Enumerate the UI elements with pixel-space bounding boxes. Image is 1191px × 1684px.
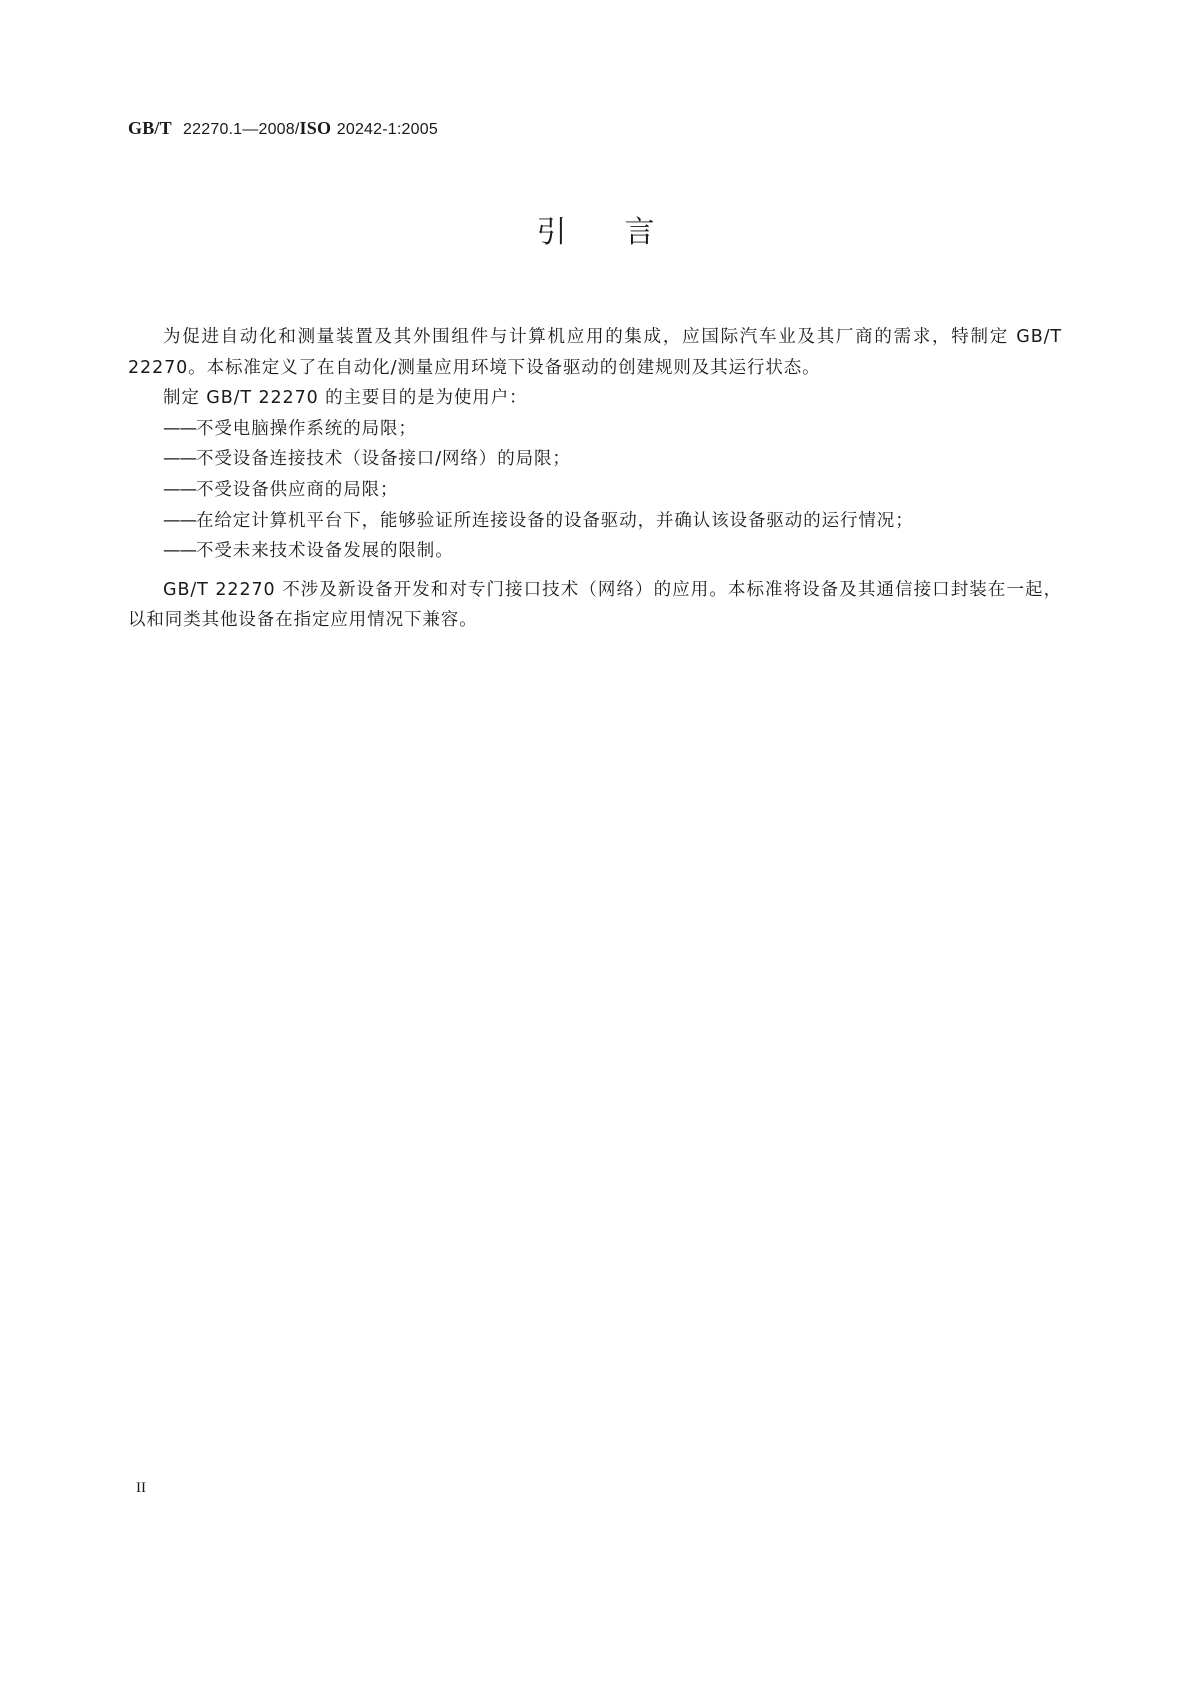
standard-code-prefix: GB/T xyxy=(128,118,172,138)
iso-code-number: 20242-1:2005 xyxy=(336,121,438,138)
page-number: II xyxy=(136,1480,146,1496)
scope-paragraph: GB/T 22270 不涉及新设备开发和对专门接口技术（网络）的应用。本标准将设备及其通信接口封装在一起，以和同类其他设备在指定应用情况下兼容。 xyxy=(128,579,1062,631)
list-item xyxy=(128,506,1062,537)
page-title: 引言 xyxy=(536,215,713,250)
list-item xyxy=(128,414,1062,445)
iso-code-prefix: ISO xyxy=(299,118,332,138)
list-item-text: 不受设备连接技术（设备接口/网络）的局限； xyxy=(196,449,571,470)
list-dash: —— xyxy=(163,418,196,439)
list-dash: —— xyxy=(163,449,196,470)
list-item xyxy=(128,475,1062,506)
standard-code-header xyxy=(128,118,438,139)
purpose-paragraph: 制定 GB/T 22270 的主要目的是为使用户： xyxy=(163,388,528,409)
list-dash: —— xyxy=(163,510,196,531)
document-body xyxy=(128,322,1062,636)
paragraph-spacer xyxy=(128,567,1062,575)
list-item xyxy=(128,444,1062,475)
list-dash: —— xyxy=(163,541,196,562)
standard-code-number: 22270.1—2008/ xyxy=(183,121,300,138)
list-item xyxy=(128,536,1062,567)
list-item-text: 在给定计算机平台下，能够验证所连接设备的设备驱动，并确认该设备驱动的运行情况； xyxy=(196,510,914,531)
list-item-text: 不受未来技术设备发展的限制。 xyxy=(196,541,454,562)
list-item-text: 不受设备供应商的局限； xyxy=(196,479,399,500)
intro-paragraph: 为促进自动化和测量装置及其外围组件与计算机应用的集成，应国际汽车业及其厂商的需求，特制定 GB/T 22270。本标准定义了在自动化/测量应用环境下设备驱动的创建规则及其运行状态。 xyxy=(128,327,1062,378)
list-item-text: 不受电脑操作系统的局限； xyxy=(196,418,417,439)
list-dash: —— xyxy=(163,479,196,500)
